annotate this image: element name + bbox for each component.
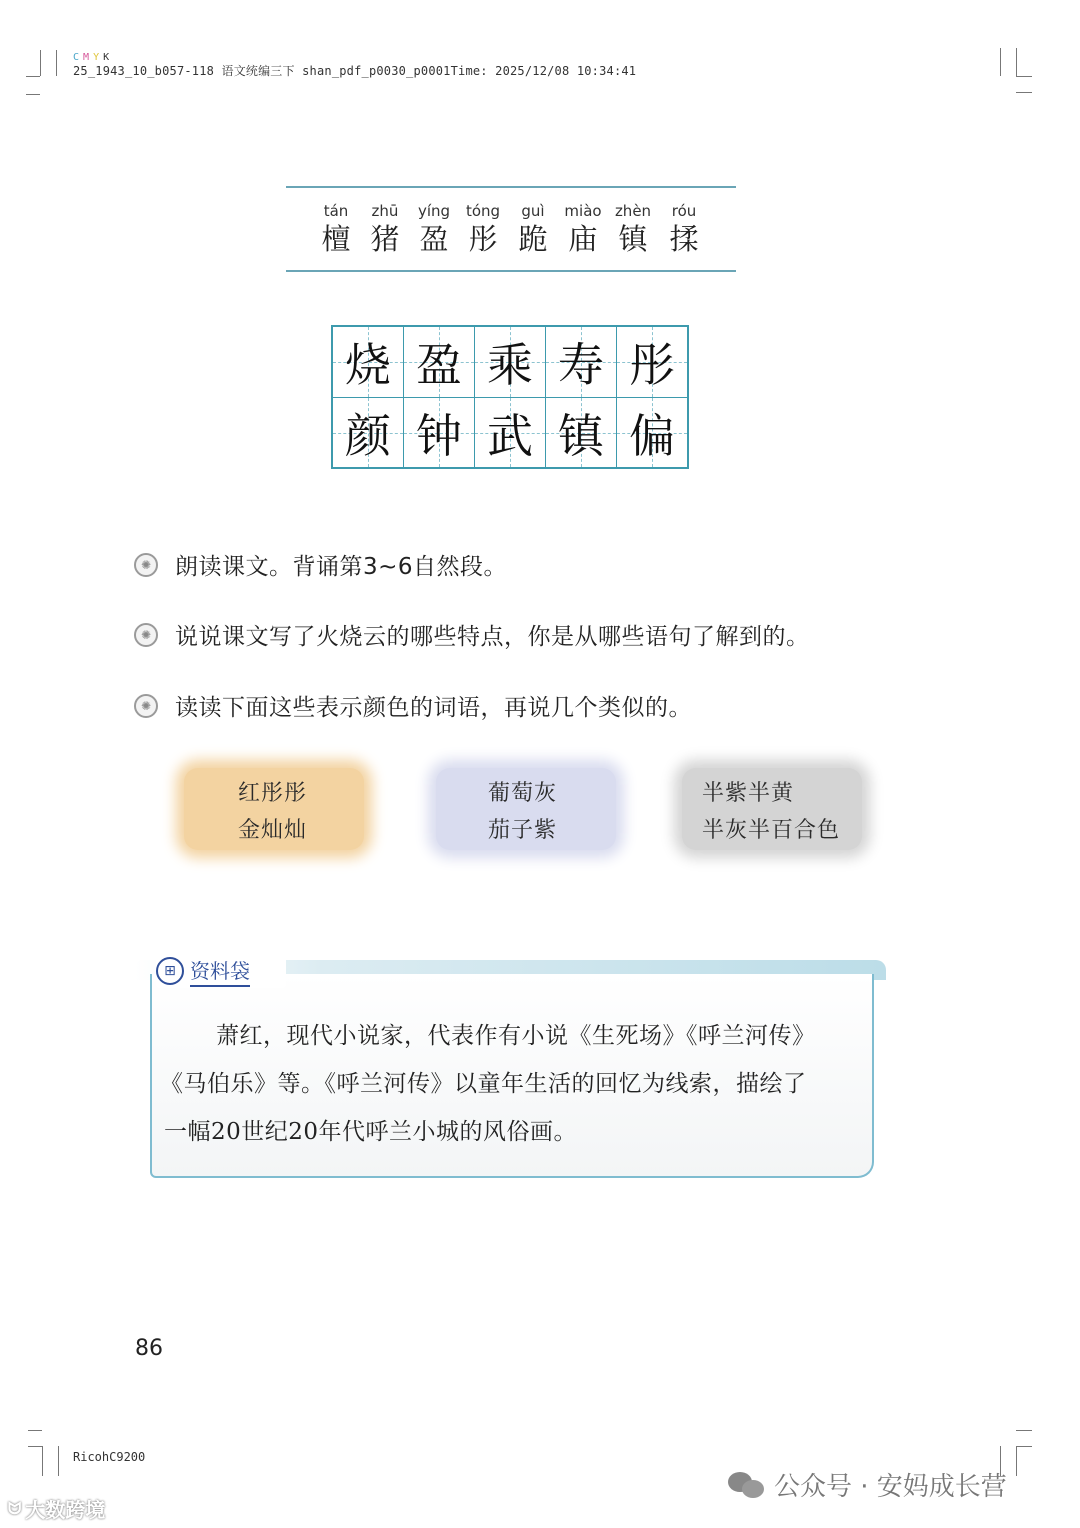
page-number: 86 bbox=[135, 1336, 163, 1361]
writing-grid bbox=[331, 325, 689, 469]
info-line: 萧红，现代小说家，代表作有小说《生死场》《呼兰河传》 bbox=[216, 1023, 816, 1049]
wechat-icon bbox=[728, 1470, 764, 1500]
crop-mark bbox=[56, 50, 57, 76]
grid-cell: 武 bbox=[475, 398, 546, 467]
print-job-line: 25_1943_10_b057-118 语文统编三下 shan_pdf_p0030_p0001Time: 2025/12/08 10:34:41 bbox=[73, 64, 637, 78]
hanzi: 镇 bbox=[618, 222, 648, 256]
crop-mark bbox=[1016, 48, 1017, 76]
hanzi: 盈 bbox=[419, 222, 449, 256]
crop-mark bbox=[28, 1430, 42, 1431]
exercise-bullet-icon: ✺ bbox=[134, 553, 158, 577]
watermark-left bbox=[8, 1494, 105, 1523]
crop-mark bbox=[1000, 48, 1001, 76]
char-item bbox=[458, 202, 508, 256]
char-item bbox=[409, 202, 459, 256]
crop-mark bbox=[40, 50, 41, 76]
crop-mark bbox=[28, 1446, 42, 1447]
crop-mark bbox=[1016, 92, 1032, 93]
grid-cell: 钟 bbox=[404, 398, 475, 467]
pinyin: róu bbox=[671, 202, 697, 220]
crop-mark bbox=[26, 76, 40, 77]
exercise-item bbox=[134, 689, 692, 722]
pinyin: zhèn bbox=[614, 202, 652, 220]
watermark-right bbox=[728, 1466, 1007, 1503]
color-word: 葡萄灰 bbox=[488, 781, 558, 806]
crop-mark bbox=[42, 1446, 43, 1476]
grid-cell: 偏 bbox=[617, 398, 687, 467]
crop-mark bbox=[1016, 1430, 1032, 1431]
hanzi: 彤 bbox=[468, 222, 498, 256]
pinyin: tóng bbox=[465, 202, 501, 220]
info-box-label bbox=[156, 954, 286, 988]
pinyin: zhū bbox=[371, 202, 399, 220]
exercise-text: 说说课文写了火烧云的哪些特点，你是从哪些语句了解到的。 bbox=[175, 624, 810, 650]
color-word-card bbox=[682, 768, 862, 850]
pinyin: tán bbox=[323, 202, 349, 220]
grid-cell: 乘 bbox=[475, 327, 546, 398]
info-line: 《马伯乐》等。《呼兰河传》以童年生活的回忆为线索，描绘了 bbox=[160, 1071, 807, 1097]
info-box-title: 资料袋 bbox=[190, 955, 250, 987]
color-word: 金灿灿 bbox=[238, 818, 308, 843]
color-word-card bbox=[184, 768, 364, 850]
crop-mark bbox=[1016, 1446, 1017, 1476]
hanzi: 庙 bbox=[568, 222, 598, 256]
exercise-text: 朗读课文。背诵第3~6自然段。 bbox=[175, 554, 508, 580]
info-line: 一幅20世纪20年代呼兰小城的风俗画。 bbox=[164, 1119, 578, 1145]
cmyk-c: C bbox=[73, 52, 82, 63]
cmyk-y: Y bbox=[93, 52, 102, 63]
crop-mark bbox=[1016, 76, 1032, 77]
print-header bbox=[73, 52, 636, 79]
color-word: 半灰半百合色 bbox=[702, 818, 841, 843]
hanzi: 猪 bbox=[370, 222, 400, 256]
char-item bbox=[508, 202, 558, 256]
book-icon: ⊞ bbox=[156, 957, 184, 985]
color-word: 红彤彤 bbox=[238, 781, 308, 806]
crop-mark bbox=[1016, 1446, 1032, 1447]
grid-cell: 寿 bbox=[546, 327, 617, 398]
hanzi: 揉 bbox=[669, 222, 699, 256]
grid-cell: 颜 bbox=[333, 398, 404, 467]
watermark-left-text: 大数跨境 bbox=[25, 1498, 106, 1522]
crop-mark bbox=[58, 1446, 59, 1476]
grid-cell: 烧 bbox=[333, 327, 404, 398]
crop-mark bbox=[26, 94, 40, 95]
exercise-text: 读读下面这些表示颜色的词语，再说几个类似的。 bbox=[175, 695, 692, 721]
char-item bbox=[311, 202, 361, 256]
exercise-item bbox=[134, 548, 507, 581]
char-item bbox=[558, 202, 608, 256]
printer-model: RicohC9200 bbox=[73, 1450, 146, 1464]
exercise-bullet-icon: ✺ bbox=[134, 623, 158, 647]
color-word: 半紫半黄 bbox=[702, 781, 795, 806]
hanzi: 檀 bbox=[321, 222, 351, 256]
info-box-text bbox=[160, 1012, 870, 1156]
char-item bbox=[360, 202, 410, 256]
pinyin: miào bbox=[564, 202, 602, 220]
new-characters-bar bbox=[286, 186, 736, 272]
cmyk-k: K bbox=[103, 52, 112, 63]
grid-cell: 镇 bbox=[546, 398, 617, 467]
grid-cell: 彤 bbox=[617, 327, 687, 398]
exercise-item bbox=[134, 618, 810, 651]
pinyin: yíng bbox=[417, 202, 451, 220]
color-word: 茄子紫 bbox=[488, 818, 558, 843]
watermark-logo-icon: ᗢ bbox=[8, 1498, 22, 1518]
watermark-right-text: 公众号 · 安妈成长营 bbox=[774, 1472, 1007, 1502]
grid-cell: 盈 bbox=[404, 327, 475, 398]
exercise-bullet-icon: ✺ bbox=[134, 694, 158, 718]
cmyk-m: M bbox=[83, 52, 92, 63]
char-item bbox=[608, 202, 658, 256]
pinyin: guì bbox=[521, 202, 545, 220]
hanzi: 跪 bbox=[518, 222, 548, 256]
color-word-card bbox=[436, 768, 616, 850]
char-item bbox=[659, 202, 709, 256]
